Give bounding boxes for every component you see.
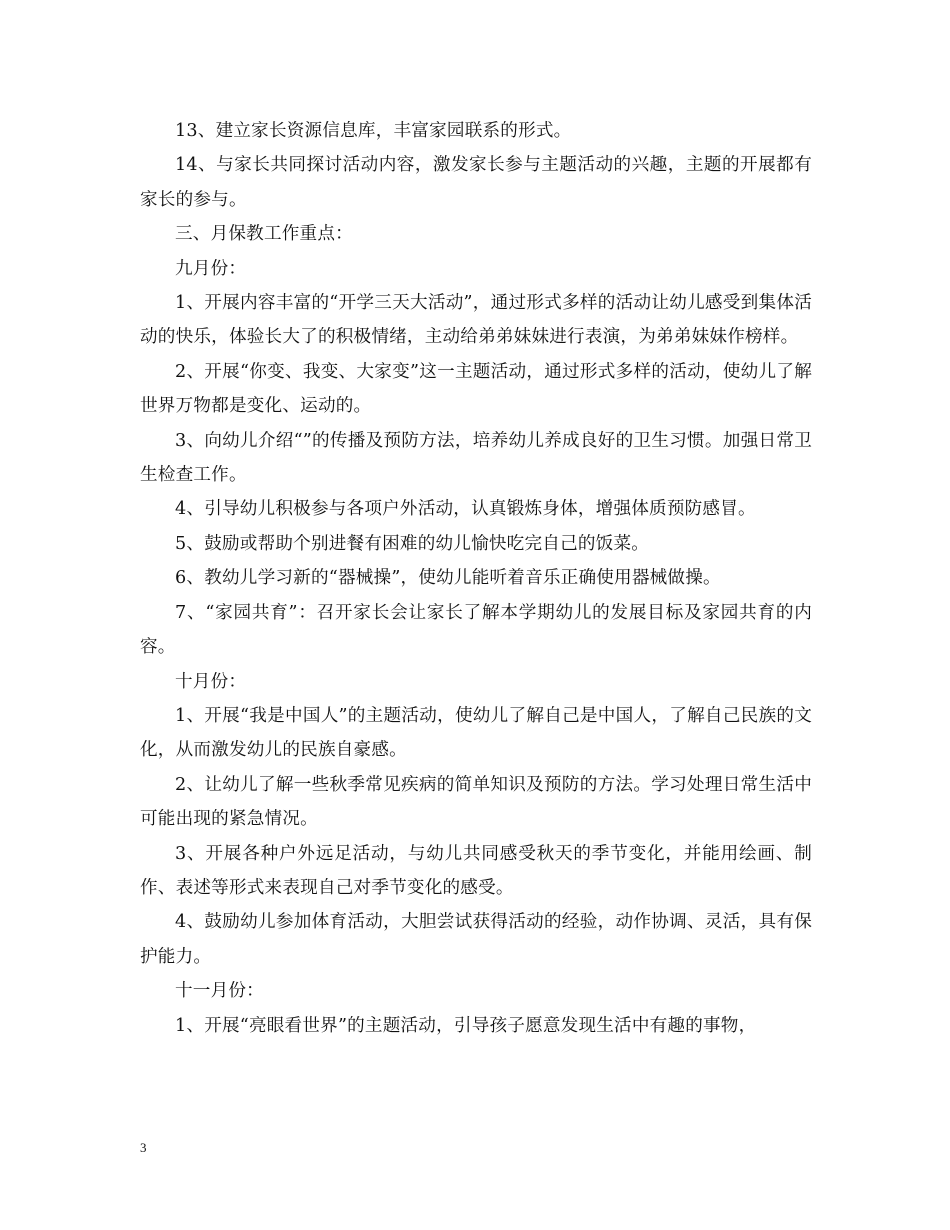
paragraph: 14、与家长共同探讨活动内容，激发家长参与主题活动的兴趣，主题的开展都有家长的参与。: [140, 155, 812, 210]
paragraph: 13、建立家长资源信息库，丰富家园联系的形式。: [175, 121, 572, 141]
paragraph: 3、向幼儿介绍“”的传播及预防方法，培养幼儿养成良好的卫生习惯。加强日常卫生检查工作。: [140, 430, 812, 486]
paragraph: 4、鼓励幼儿参加体育活动，大胆尝试获得活动的经验，动作协调、灵活，具有保护能力。: [140, 912, 812, 967]
paragraph: 2、让幼儿了解一些秋季常见疾病的简单知识及预防的方法。学习处理日常生活中可能出现的紧急情况。: [140, 774, 812, 830]
paragraph: 4、引导幼儿积极参与各项户外活动，认真锻炼身体，增强体质预防感冒。: [175, 499, 756, 520]
page-number: 3: [140, 1140, 147, 1155]
paragraph: 2、开展“你变、我变、大家变”这一主题活动，通过形式多样的活动，使幼儿了解世界万物都是变化、运动的。: [140, 361, 812, 417]
paragraph: 1、开展“亮眼看世界”的主题活动，引导孩子愿意发现生活中有趣的事物，: [175, 1015, 757, 1036]
month-heading: 九月份：: [175, 258, 247, 279]
paragraph: 6、教幼儿学习新的“器械操”，使幼儿能听着音乐正确使用器械做操。: [175, 568, 721, 589]
section-heading: 三、月保教工作重点：: [175, 224, 353, 245]
paragraph: 1、开展内容丰富的“开学三天大活动”，通过形式多样的活动让幼儿感受到集体活动的快乐，体验长大了的积极情绪，主动给弟弟妹妹进行表演，为弟弟妹妹作榜样。: [140, 293, 812, 348]
paragraph: 7、“家园共育”：召开家长会让家长了解本学期幼儿的发展目标及家园共育的内容。: [140, 602, 812, 658]
paragraph: 5、鼓励或帮助个别进餐有困难的幼儿愉快吃完自己的饭菜。: [175, 533, 650, 554]
paragraph: 1、开展“我是中国人”的主题活动，使幼儿了解自己是中国人，了解自己民族的文化，从而激发幼儿的民族自豪感。: [140, 705, 812, 761]
month-heading: 十一月份：: [175, 981, 264, 1002]
paragraph: 3、开展各种户外远足活动，与幼儿共同感受秋天的季节变化，并能用绘画、制作、表述等形式来表现自己对季节变化的感受。: [140, 843, 812, 898]
document-body: [140, 114, 812, 1043]
month-heading: 十月份：: [175, 671, 247, 692]
